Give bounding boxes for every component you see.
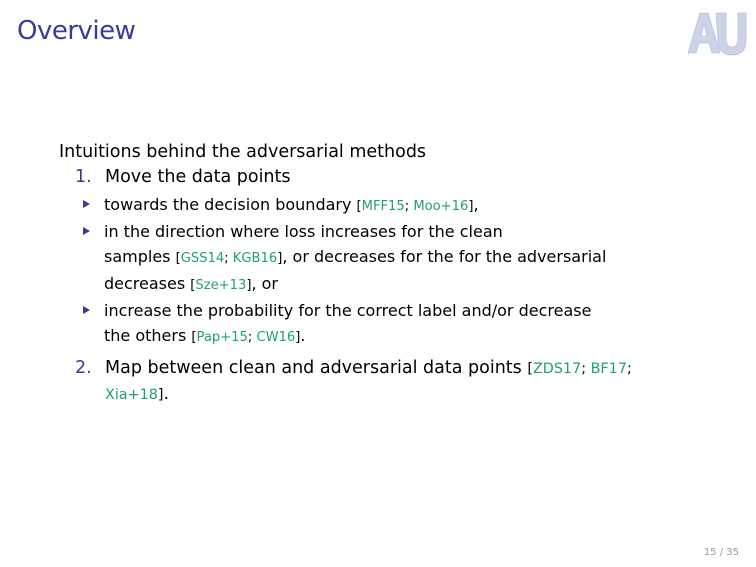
citation-link[interactable]: ZDS17 [532, 361, 582, 377]
university-logo-icon [686, 9, 748, 59]
item-number: 1. [75, 167, 92, 187]
sub-item-text: towards the decision boundary [104, 195, 357, 214]
sub-item-text: increase the probability for the correct label and/or decrease [104, 301, 592, 320]
citation-link[interactable]: BF17 [590, 361, 627, 377]
intro-text: Intuitions behind the adversarial methods [59, 142, 427, 162]
item-number: 2. [75, 358, 92, 378]
sub-list [59, 192, 719, 350]
citation-link[interactable]: GSS14 [180, 251, 225, 266]
sub-item-text: decreases [104, 274, 191, 293]
page-number: 15 / 35 [703, 547, 739, 558]
bullet-triangle-icon [83, 306, 90, 314]
citation-link[interactable]: Pap+15 [196, 330, 248, 345]
sub-item: in the direction where loss increases for the clean samples [GSS14; KGB16], or decreases for the for the adversarial decreases [Sze+13], or [59, 219, 719, 298]
citation-link[interactable]: Moo+16 [413, 199, 469, 214]
item-text: Map between clean and adversarial data points [105, 358, 528, 378]
sub-item-text: samples [104, 247, 176, 266]
list-item-1 [59, 165, 719, 190]
citation-link[interactable]: CW16 [256, 330, 296, 345]
sub-item-text: in the direction where loss increases for the clean [104, 222, 503, 241]
citation-link[interactable]: Sze+13 [195, 278, 247, 293]
bullet-triangle-icon [83, 227, 90, 235]
sub-item-text: , or [251, 274, 279, 293]
bullet-triangle-icon [83, 200, 90, 208]
sub-item: towards the decision boundary [MFF15; Moo+16], [59, 192, 719, 219]
sub-item: increase the probability for the correct label and/or decrease the others [Pap+15; CW16]. [59, 298, 719, 350]
list-item-2: 2. Map between clean and adversarial data points [ZDS17; BF17; Xia+18]. [75, 358, 632, 404]
item-text: Move the data points [105, 167, 291, 187]
sub-item-text: . [300, 326, 306, 345]
citation-link[interactable]: KGB16 [232, 251, 278, 266]
sub-item-text: , [473, 195, 479, 214]
sub-item-text: , or decreases for the for the adversarial [282, 247, 607, 266]
citation-link[interactable]: Xia+18 [105, 387, 158, 403]
citation-link[interactable]: MFF15 [361, 199, 405, 214]
slide-title: Overview [17, 16, 136, 46]
sub-item-text: the others [104, 326, 192, 345]
item-text: . [163, 384, 170, 404]
slide-body [59, 140, 719, 408]
